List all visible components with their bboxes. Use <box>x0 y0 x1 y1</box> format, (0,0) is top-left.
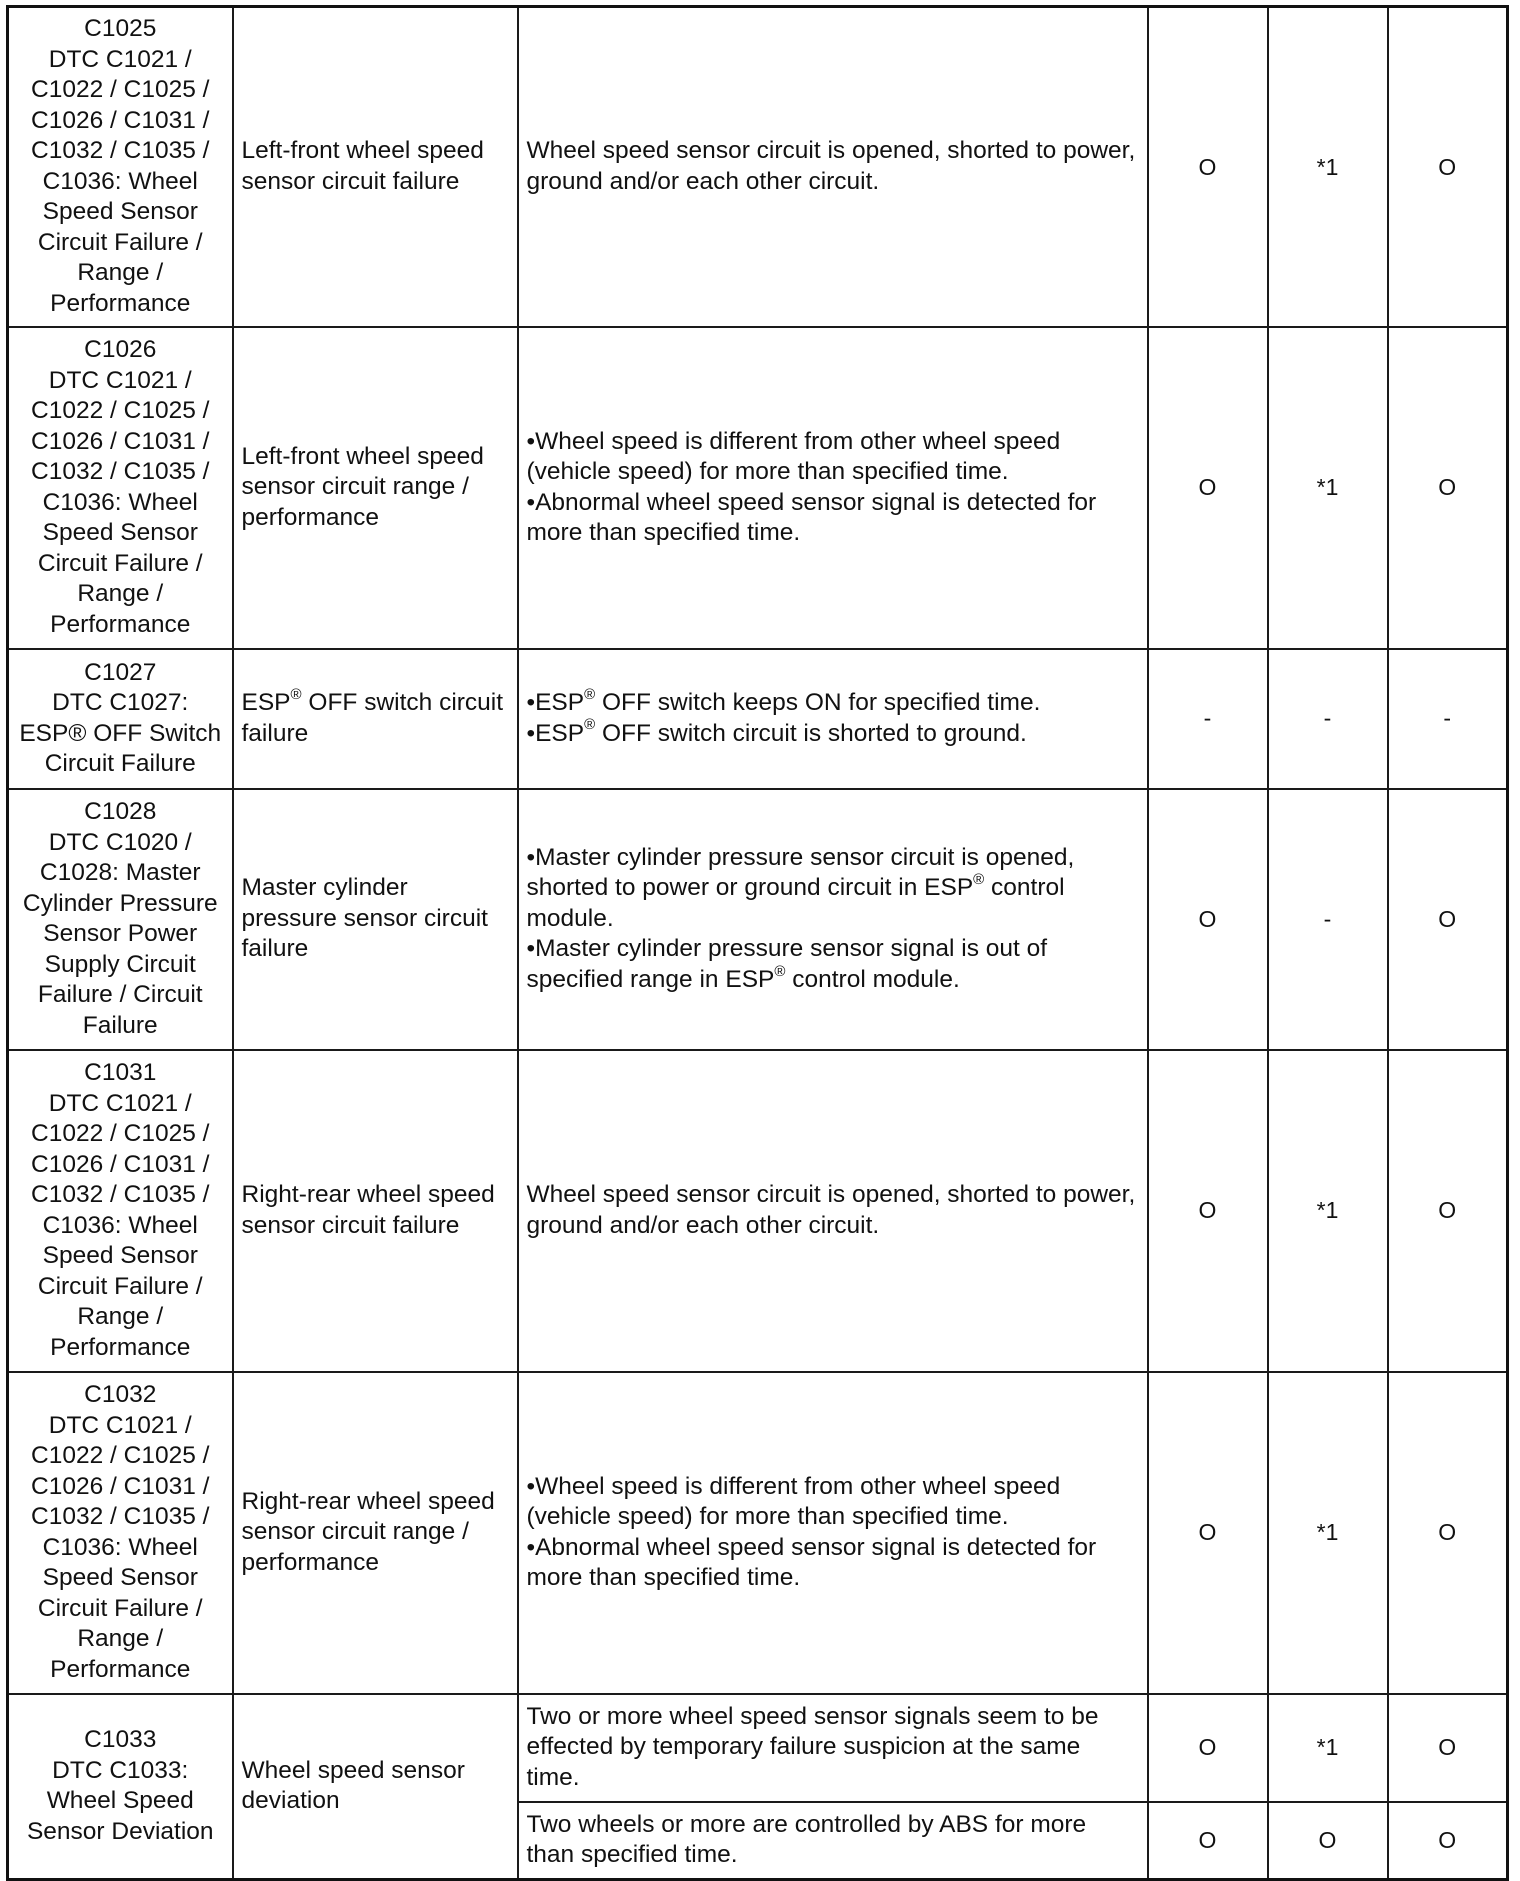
dtc-code-cell <box>8 7 233 327</box>
table-row <box>8 1694 1508 1802</box>
status-mark: O <box>1388 327 1508 649</box>
registered-mark: ® <box>290 685 302 703</box>
status-mark: O <box>1148 327 1268 649</box>
code-line: C1022 / C1025 / <box>31 1442 210 1469</box>
code-line: C1032 / C1035 / <box>31 1181 210 1208</box>
table-row <box>8 789 1508 1050</box>
diagnostic-item-cell: Left-front wheel speed sensor circuit range / performance <box>233 327 518 649</box>
code-line: Failure / Circuit <box>37 981 203 1008</box>
code-line: C1026 / C1031 / <box>31 1472 210 1500</box>
detection-condition-cell <box>518 1050 1148 1372</box>
code-line: Speed Sensor <box>42 1242 198 1269</box>
status-mark: - <box>1268 649 1388 789</box>
registered-mark: ® <box>584 716 596 734</box>
status-mark: *1 <box>1268 7 1388 327</box>
code-line: C1036: Wheel <box>42 488 198 516</box>
diagnostic-item-cell: Right-rear wheel speed sensor circuit range / performance <box>233 1372 518 1694</box>
condition-text: •Abnormal wheel speed sensor signal is detected for more than specified time. <box>526 1533 1097 1591</box>
status-mark: O <box>1388 1802 1508 1880</box>
registered-mark: ® <box>774 962 786 980</box>
code-line: Failure <box>82 1011 158 1039</box>
status-mark: *1 <box>1268 327 1388 649</box>
code-line: C1036: Wheel <box>42 1211 198 1239</box>
code-line: Circuit Failure <box>44 750 196 777</box>
condition-text: •Abnormal wheel speed sensor signal is detected for more than specified time. <box>526 488 1097 546</box>
code-line: C1026 <box>84 336 157 363</box>
condition-part: control module. <box>526 874 1065 932</box>
condition-part: OFF switch circuit is shorted to ground. <box>595 719 1027 747</box>
registered-mark: ® <box>584 685 596 703</box>
condition-text <box>527 843 1139 935</box>
code-line: C1022 / C1025 / <box>31 76 210 104</box>
code-line: Range / <box>77 1625 164 1652</box>
diagnostic-item-cell <box>233 649 518 789</box>
code-line: Range / <box>77 580 164 607</box>
code-line: DTC C1020 / <box>48 828 192 856</box>
code-line: C1032 <box>84 1381 157 1408</box>
code-line: C1031 <box>84 1059 157 1086</box>
code-line: C1028 <box>84 798 157 825</box>
detection-condition-cell <box>518 649 1148 789</box>
item-text: OFF switch circuit failure <box>241 689 504 747</box>
code-line: DTC C1021 / <box>48 366 192 394</box>
status-mark: O <box>1148 1694 1268 1802</box>
condition-text <box>526 716 1139 750</box>
status-mark: O <box>1148 7 1268 327</box>
condition-text: •Wheel speed is different from other wheel speed (vehicle speed) for more than specified time. <box>526 1472 1061 1530</box>
condition-text <box>527 934 1139 995</box>
status-mark: - <box>1388 649 1508 789</box>
detection-condition-cell <box>518 789 1148 1050</box>
table-row <box>8 1050 1508 1372</box>
table-row <box>8 7 1508 327</box>
code-line: C1032 / C1035 / <box>31 137 210 165</box>
code-line: Circuit Failure / <box>37 1594 203 1622</box>
status-mark: O <box>1148 1372 1268 1694</box>
code-line: C1022 / C1025 / <box>31 1120 210 1147</box>
code-line: Speed Sensor <box>42 1564 198 1591</box>
condition-text: Wheel speed sensor circuit is opened, shorted to power, ground and/or each other circuit. <box>526 1181 1136 1239</box>
code-line: C1032 / C1035 / <box>31 458 210 485</box>
detection-condition-cell: Two or more wheel speed sensor signals seem to be effected by temporary failure suspicion at the same time. <box>518 1694 1148 1802</box>
condition-text: •Wheel speed is different from other wheel speed (vehicle speed) for more than specified time. <box>526 427 1061 485</box>
code-line: Supply Circuit <box>44 950 196 978</box>
dtc-code-cell <box>8 1050 233 1372</box>
detection-condition-cell <box>518 7 1148 327</box>
code-line: Cylinder Pressure <box>22 889 218 917</box>
table-row <box>8 649 1508 789</box>
detection-condition-cell <box>518 327 1148 649</box>
table-row <box>8 1372 1508 1694</box>
code-line: DTC C1021 / <box>48 1089 192 1117</box>
code-line: C1027 <box>84 658 157 686</box>
dtc-code-cell <box>8 327 233 649</box>
dtc-code-cell <box>8 1694 233 1880</box>
code-line: Speed Sensor <box>42 198 198 226</box>
detection-condition-cell <box>518 1372 1148 1694</box>
condition-text <box>526 685 1139 719</box>
code-line: Wheel Speed <box>46 1787 194 1815</box>
code-line: Performance <box>50 1655 191 1683</box>
code-line: DTC C1033: <box>52 1756 189 1784</box>
condition-part: •ESP <box>526 689 585 716</box>
code-line: C1033 <box>84 1726 157 1754</box>
status-mark: O <box>1388 1050 1508 1372</box>
diagnostic-item-cell: Master cylinder pressure sensor circuit failure <box>233 789 518 1050</box>
status-mark: *1 <box>1268 1694 1388 1802</box>
status-mark: *1 <box>1268 1372 1388 1694</box>
registered-mark: ® <box>973 871 985 889</box>
code-line: Speed Sensor <box>42 519 198 546</box>
condition-part: control module. <box>785 965 960 993</box>
condition-part: •Master cylinder pressure sensor circuit is opened, shorted to power or ground circuit in ESP <box>526 843 1075 902</box>
dtc-table <box>6 5 1509 1881</box>
dtc-code-cell <box>8 1372 233 1694</box>
code-line: C1026 / C1031 / <box>31 106 210 134</box>
detection-condition-cell: Two wheels or more are controlled by ABS for more than specified time. <box>518 1802 1148 1880</box>
dtc-code-cell <box>8 649 233 789</box>
diagnostic-item-cell: Left-front wheel speed sensor circuit failure <box>233 7 518 327</box>
code-line: Circuit Failure / <box>37 549 203 577</box>
status-mark: O <box>1268 1802 1388 1880</box>
status-mark: - <box>1148 649 1268 789</box>
code-line: C1026 / C1031 / <box>31 427 210 455</box>
status-mark: O <box>1388 1372 1508 1694</box>
code-line: C1032 / C1035 / <box>31 1503 210 1530</box>
status-mark: *1 <box>1268 1050 1388 1372</box>
condition-part: •Master cylinder pressure sensor signal is out of specified range in ESP <box>526 935 1048 993</box>
code-line: Performance <box>50 610 191 638</box>
diagnostic-item-cell: Right-rear wheel speed sensor circuit failure <box>233 1050 518 1372</box>
code-line: C1036: Wheel <box>42 167 198 195</box>
code-line: C1028: Master <box>39 859 201 886</box>
status-mark: - <box>1268 789 1388 1050</box>
status-mark: O <box>1148 1050 1268 1372</box>
code-line: Performance <box>50 289 191 317</box>
condition-part: •ESP <box>526 719 585 747</box>
code-line: DTC C1021 / <box>48 1411 192 1439</box>
code-line: C1026 / C1031 / <box>31 1150 210 1178</box>
code-line: DTC C1021 / <box>48 45 192 73</box>
code-line: Circuit Failure / <box>37 228 203 256</box>
code-line: C1036: Wheel <box>42 1533 198 1561</box>
item-text: ESP <box>241 689 291 716</box>
status-mark: O <box>1388 7 1508 327</box>
condition-text: Wheel speed sensor circuit is opened, shorted to power, ground and/or each other circuit. <box>526 137 1136 195</box>
code-line: Performance <box>50 1333 191 1361</box>
code-line: Range / <box>77 259 164 287</box>
code-line: DTC C1027: <box>52 689 189 716</box>
code-line: Sensor Power <box>43 920 198 947</box>
code-line: Range / <box>77 1303 164 1330</box>
status-mark: O <box>1388 1694 1508 1802</box>
code-line: Sensor Deviation <box>26 1817 214 1845</box>
code-line: C1022 / C1025 / <box>31 397 210 424</box>
code-line: C1025 <box>84 15 157 43</box>
status-mark: O <box>1388 789 1508 1050</box>
condition-part: OFF switch keeps ON for specified time. <box>595 689 1041 716</box>
dtc-code-cell <box>8 789 233 1050</box>
code-line: Circuit Failure / <box>37 1272 203 1300</box>
status-mark: O <box>1148 789 1268 1050</box>
diagnostic-item-cell: Wheel speed sensor deviation <box>233 1694 518 1880</box>
status-mark: O <box>1148 1802 1268 1880</box>
code-line: ESP® OFF Switch <box>19 719 222 747</box>
table-row <box>8 327 1508 649</box>
